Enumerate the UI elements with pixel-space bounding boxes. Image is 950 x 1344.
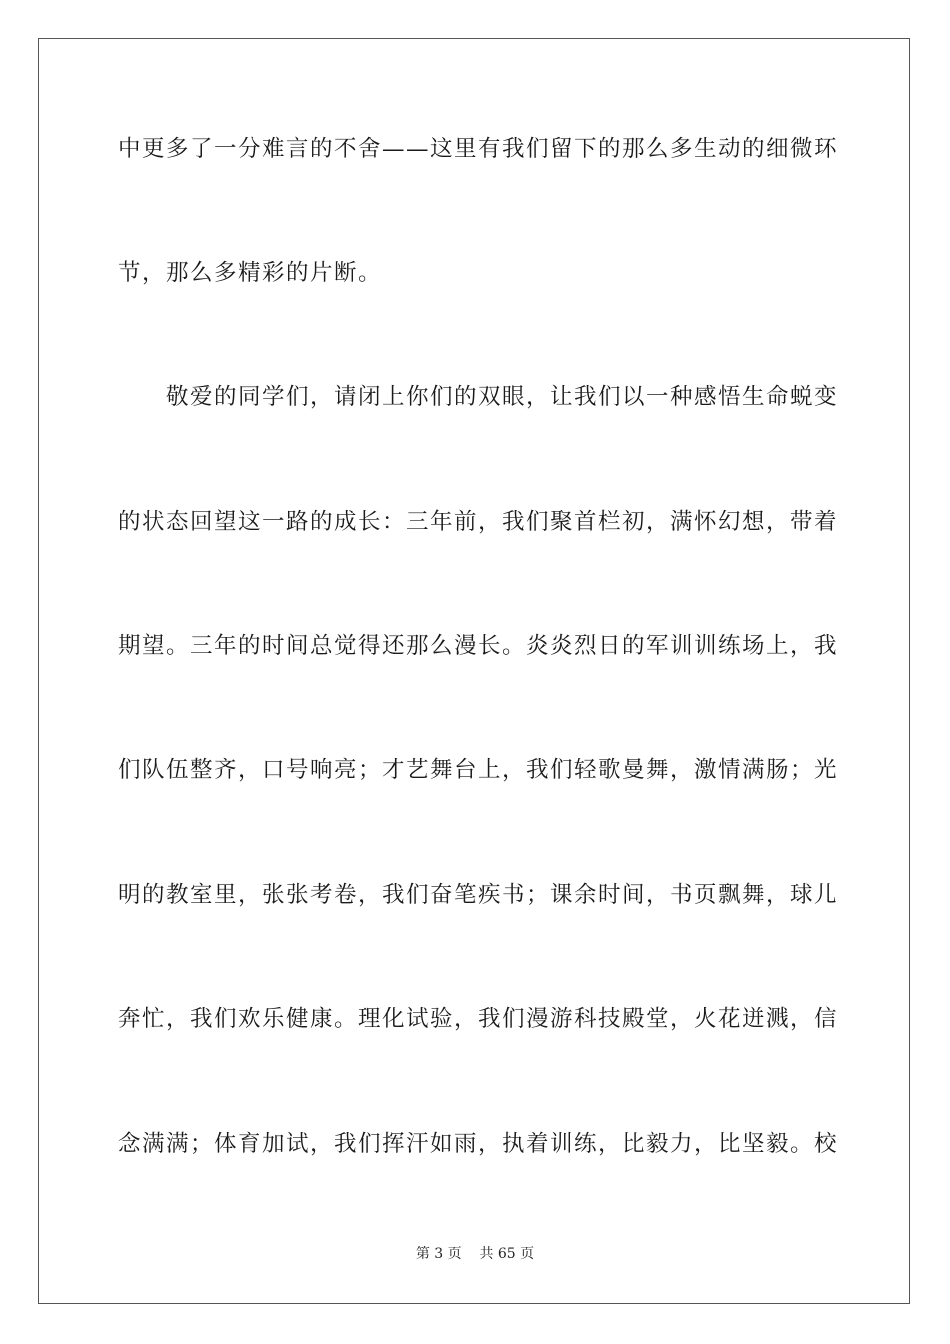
page-border (38, 38, 910, 1304)
body-text-line-2: 节，那么多精彩的片断。 (118, 260, 383, 286)
body-text-line-7: 明的教室里，张张考卷，我们奋笔疾书；课余时间，书页飘舞，球儿 (118, 882, 839, 908)
page-footer (0, 1245, 950, 1263)
page-number: 第 3 页 (415, 1246, 462, 1262)
body-text-line-8: 奔忙，我们欢乐健康。理化试验，我们漫游科技殿堂，火花迸溅，信 (118, 1006, 839, 1032)
body-text-line-4: 的状态回望这一路的成长：三年前，我们聚首栏初，满怀幻想，带着 (118, 509, 839, 535)
body-text-line-3: 敬爱的同学们，请闭上你们的双眼，让我们以一种感悟生命蜕变 (118, 384, 839, 410)
body-text-line-6: 们队伍整齐，口号响亮；才艺舞台上，我们轻歌曼舞，激情满肠；光 (118, 757, 839, 783)
body-text-line-5: 期望。三年的时间总觉得还那么漫长。炎炎烈日的军训训练场上，我 (118, 633, 839, 659)
body-text-line-9: 念满满；体育加试，我们挥汗如雨，执着训练，比毅力，比坚毅。校 (118, 1131, 839, 1157)
body-text-line-1: 中更多了一分难言的不舍——这里有我们留下的那么多生动的细微环 (118, 136, 839, 162)
page-total: 共 65 页 (479, 1246, 535, 1262)
